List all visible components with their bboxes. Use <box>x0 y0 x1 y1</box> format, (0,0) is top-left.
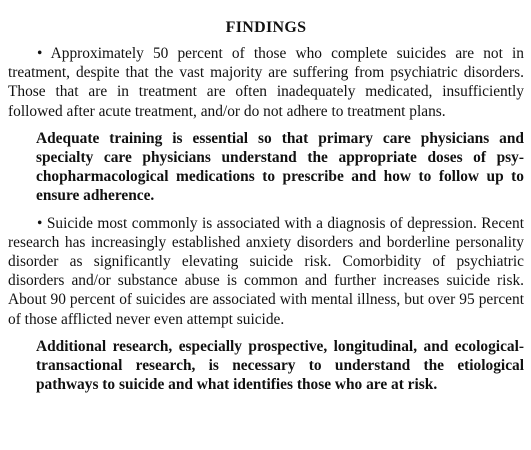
finding-paragraph-1 <box>8 44 524 121</box>
recommendation-1: Adequate training is essential so that primary care physicians and specialty care physicians understand the appropriate doses of psychopharmacological medications to prescribe and how to follow up to ensure adherence. <box>36 129 524 205</box>
recommendation-2: Additional research, especially prospective, longitudinal, and ecological-transactional research, is necessary to understand the etiological pathways to suicide and what identifies those who are at risk. <box>36 337 524 394</box>
finding-text: Approximately 50 percent of those who complete suicides are not in treatment, despite that the vast majority are suffering from psychiatric disorders. Those that are in treatment are often inadequately medicated, insufficiently followed after acute treatment, and/or do not adhere to treatment plans. <box>8 45 525 120</box>
bullet-marker: • <box>37 45 43 62</box>
bullet-marker: • <box>37 214 43 232</box>
finding-text: Suicide most commonly is associated with a diagnosis of depression. Recent research has increasingly established anxiety disorders and borderline personality disorder as significantly elevating suicide risk. Comorbidity of psychiatric disorders and/or substance abuse is common and further increases suicide risk. About 90 percent of suicides are associated with mental illness, but over 95 percent of those afflicted never even attempt suicide. <box>8 214 524 328</box>
section-heading: FINDINGS <box>225 19 307 36</box>
document-page <box>8 18 524 402</box>
finding-paragraph-2 <box>8 214 524 329</box>
